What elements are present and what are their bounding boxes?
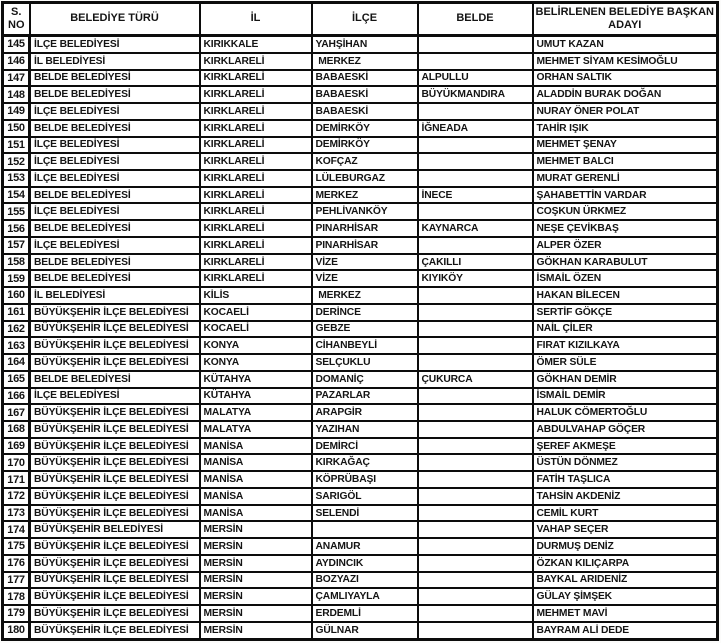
table-row [3,337,718,354]
cell-aday: ŞEREF AKMEŞE [533,438,718,455]
cell-il: MERSİN [200,622,312,640]
cell-il: KOCAELİ [200,304,312,321]
cell-belediye-turu: İLÇE BELEDİYESİ [30,36,200,53]
cell-il: KIRKLARELİ [200,137,312,154]
cell-il: KIRIKKALE [200,36,312,53]
cell-sno: 172 [3,488,30,505]
cell-sno: 150 [3,120,30,137]
table-row [3,388,718,405]
cell-sno: 161 [3,304,30,321]
table-row [3,588,718,605]
cell-belediye-turu: İLÇE BELEDİYESİ [30,203,200,220]
cell-sno: 179 [3,605,30,622]
cell-belde [418,538,533,555]
cell-sno: 162 [3,321,30,338]
cell-sno: 151 [3,137,30,154]
cell-ilce: ANAMUR [312,538,418,555]
cell-il: KIRKLARELİ [200,237,312,254]
cell-aday: FATİH TAŞLICA [533,471,718,488]
table-body [3,36,718,640]
cell-ilce: BABAESKİ [312,70,418,87]
cell-aday: ÖZKAN KILIÇARPA [533,555,718,572]
cell-il: MALATYA [200,404,312,421]
cell-il: KIRKLARELİ [200,53,312,70]
cell-belediye-turu: İLÇE BELEDİYESİ [30,153,200,170]
cell-ilce: DOMANİÇ [312,371,418,388]
cell-il: KIRKLARELİ [200,187,312,204]
table-row [3,354,718,371]
cell-sno: 171 [3,471,30,488]
cell-ilce: VİZE [312,254,418,271]
table-row [3,488,718,505]
cell-il: KIRKLARELİ [200,270,312,287]
cell-belediye-turu: BELDE BELEDİYESİ [30,270,200,287]
cell-belde [418,555,533,572]
cell-ilce: VİZE [312,270,418,287]
cell-ilce: KIRKAĞAÇ [312,454,418,471]
cell-belde [418,53,533,70]
cell-il: MERSİN [200,588,312,605]
cell-sno: 154 [3,187,30,204]
cell-ilce: BOZYAZI [312,572,418,589]
cell-belediye-turu: BÜYÜKŞEHİR İLÇE BELEDİYESİ [30,337,200,354]
cell-belde: BÜYÜKMANDIRA [418,86,533,103]
cell-sno: 168 [3,421,30,438]
cell-belde: İNECE [418,187,533,204]
table-row [3,421,718,438]
cell-ilce: GÜLNAR [312,622,418,640]
cell-belediye-turu: BELDE BELEDİYESİ [30,70,200,87]
cell-aday: MEHMET BALCI [533,153,718,170]
table-row [3,153,718,170]
cell-belediye-turu: İLÇE BELEDİYESİ [30,103,200,120]
cell-ilce: PINARHİSAR [312,220,418,237]
cell-il: MANİSA [200,471,312,488]
cell-belde [418,454,533,471]
cell-aday: ŞAHABETTİN VARDAR [533,187,718,204]
cell-belediye-turu: BÜYÜKŞEHİR İLÇE BELEDİYESİ [30,538,200,555]
cell-sno: 173 [3,505,30,522]
cell-belediye-turu: BÜYÜKŞEHİR İLÇE BELEDİYESİ [30,622,200,640]
cell-aday: NEŞE ÇEVİKBAŞ [533,220,718,237]
cell-aday: TAHİR IŞIK [533,120,718,137]
cell-ilce: DEMİRCİ [312,438,418,455]
cell-belediye-turu: BÜYÜKŞEHİR İLÇE BELEDİYESİ [30,488,200,505]
cell-belediye-turu: BÜYÜKŞEHİR İLÇE BELEDİYESİ [30,572,200,589]
cell-aday: ÖMER SÜLE [533,354,718,371]
cell-belde: ÇAKILLI [418,254,533,271]
table-row [3,622,718,640]
cell-belde [418,36,533,53]
cell-aday: CEMİL KURT [533,505,718,522]
cell-ilce: MERKEZ [312,53,418,70]
cell-aday: GÖKHAN DEMİR [533,371,718,388]
cell-il: MANİSA [200,438,312,455]
cell-belediye-turu: BELDE BELEDİYESİ [30,120,200,137]
cell-belediye-turu: BÜYÜKŞEHİR İLÇE BELEDİYESİ [30,404,200,421]
cell-aday: HALUK CÖMERTOĞLU [533,404,718,421]
cell-sno: 164 [3,354,30,371]
cell-aday: GÖKHAN KARABULUT [533,254,718,271]
table-row [3,220,718,237]
cell-belde [418,153,533,170]
cell-sno: 174 [3,521,30,538]
cell-belediye-turu: BÜYÜKŞEHİR İLÇE BELEDİYESİ [30,588,200,605]
table-row [3,505,718,522]
cell-belde: ALPULLU [418,70,533,87]
cell-sno: 147 [3,70,30,87]
cell-aday: VAHAP SEÇER [533,521,718,538]
cell-belde [418,505,533,522]
cell-sno: 165 [3,371,30,388]
cell-aday: BAYRAM ALİ DEDE [533,622,718,640]
cell-il: MERSİN [200,572,312,589]
cell-belediye-turu: BELDE BELEDİYESİ [30,254,200,271]
cell-aday: DURMUŞ DENİZ [533,538,718,555]
header-cell-aday: BELİRLENEN BELEDİYE BAŞKAN ADAYI [533,3,718,36]
table-header [3,3,718,36]
cell-belediye-turu: BELDE BELEDİYESİ [30,220,200,237]
cell-sno: 155 [3,203,30,220]
table-row [3,304,718,321]
cell-il: KIRKLARELİ [200,120,312,137]
cell-aday: ALADDİN BURAK DOĞAN [533,86,718,103]
table-row [3,254,718,271]
cell-belde [418,471,533,488]
cell-il: KIRKLARELİ [200,254,312,271]
cell-belediye-turu: İLÇE BELEDİYESİ [30,388,200,405]
cell-belediye-turu: BÜYÜKŞEHİR İLÇE BELEDİYESİ [30,454,200,471]
table-row [3,321,718,338]
cell-belde [418,137,533,154]
cell-il: KIRKLARELİ [200,203,312,220]
cell-ilce: ARAPGİR [312,404,418,421]
cell-belediye-turu: İLÇE BELEDİYESİ [30,237,200,254]
cell-belediye-turu: BÜYÜKŞEHİR İLÇE BELEDİYESİ [30,354,200,371]
cell-sno: 163 [3,337,30,354]
cell-il: KIRKLARELİ [200,70,312,87]
cell-belde [418,438,533,455]
cell-aday: ALPER ÖZER [533,237,718,254]
cell-ilce: LÜLEBURGAZ [312,170,418,187]
table-row [3,404,718,421]
cell-belde [418,354,533,371]
cell-belediye-turu: BÜYÜKŞEHİR İLÇE BELEDİYESİ [30,555,200,572]
header-row [3,3,718,36]
cell-ilce: SELENDİ [312,505,418,522]
cell-belde [418,588,533,605]
header-cell-sno: S. NO [3,3,30,36]
table-row [3,521,718,538]
cell-belediye-turu: BÜYÜKŞEHİR İLÇE BELEDİYESİ [30,438,200,455]
cell-il: KIRKLARELİ [200,170,312,187]
cell-ilce: ERDEMLİ [312,605,418,622]
cell-belde [418,237,533,254]
cell-ilce: DEMİRKÖY [312,137,418,154]
cell-belediye-turu: İL BELEDİYESİ [30,53,200,70]
cell-ilce: SARIGÖL [312,488,418,505]
cell-ilce: YAZIHAN [312,421,418,438]
table-row [3,137,718,154]
cell-sno: 169 [3,438,30,455]
cell-ilce: BABAESKİ [312,103,418,120]
cell-aday: COŞKUN ÜRKMEZ [533,203,718,220]
table-row [3,438,718,455]
cell-belediye-turu: BÜYÜKŞEHİR İLÇE BELEDİYESİ [30,321,200,338]
cell-belde: KAYNARCA [418,220,533,237]
cell-il: MERSİN [200,605,312,622]
cell-belde [418,605,533,622]
table-row [3,371,718,388]
table-row [3,454,718,471]
cell-belde [418,622,533,640]
cell-il: KONYA [200,337,312,354]
cell-il: KIRKLARELİ [200,220,312,237]
cell-belde [418,421,533,438]
table-row [3,605,718,622]
cell-ilce: KOFÇAZ [312,153,418,170]
cell-ilce: SELÇUKLU [312,354,418,371]
cell-il: KİLİS [200,287,312,304]
cell-ilce: BABAESKİ [312,86,418,103]
cell-sno: 152 [3,153,30,170]
table-row [3,471,718,488]
header-cell-belde: BELDE [418,3,533,36]
cell-sno: 167 [3,404,30,421]
cell-aday: MEHMET SİYAM KESİMOĞLU [533,53,718,70]
cell-aday: TAHSİN AKDENİZ [533,488,718,505]
cell-belediye-turu: İLÇE BELEDİYESİ [30,137,200,154]
table-row [3,203,718,220]
candidate-list-sheet [1,1,719,641]
cell-il: MANİSA [200,454,312,471]
cell-ilce: CİHANBEYLİ [312,337,418,354]
cell-il: KOCAELİ [200,321,312,338]
cell-belde [418,404,533,421]
cell-belediye-turu: İL BELEDİYESİ [30,287,200,304]
cell-sno: 153 [3,170,30,187]
cell-ilce: KÖPRÜBAŞI [312,471,418,488]
cell-sno: 158 [3,254,30,271]
table-row [3,70,718,87]
cell-il: MERSİN [200,538,312,555]
cell-ilce: ÇAMLIYAYLA [312,588,418,605]
cell-aday: UMUT KAZAN [533,36,718,53]
table-row [3,287,718,304]
cell-aday: ÜSTÜN DÖNMEZ [533,454,718,471]
cell-sno: 170 [3,454,30,471]
cell-belde [418,521,533,538]
cell-aday: MURAT GERENLİ [533,170,718,187]
cell-ilce: MERKEZ [312,187,418,204]
cell-ilce: PEHLİVANKÖY [312,203,418,220]
cell-belde [418,287,533,304]
table-row [3,538,718,555]
cell-il: KIRKLARELİ [200,86,312,103]
cell-belediye-turu: BELDE BELEDİYESİ [30,86,200,103]
cell-aday: ORHAN SALTIK [533,70,718,87]
cell-sno: 156 [3,220,30,237]
cell-sno: 178 [3,588,30,605]
cell-belediye-turu: İLÇE BELEDİYESİ [30,170,200,187]
table-row [3,555,718,572]
cell-il: KIRKLARELİ [200,153,312,170]
cell-il: KONYA [200,354,312,371]
candidates-table [1,1,719,641]
cell-belediye-turu: BELDE BELEDİYESİ [30,371,200,388]
table-row [3,103,718,120]
cell-aday: NAİL ÇİLER [533,321,718,338]
cell-sno: 177 [3,572,30,589]
cell-sno: 146 [3,53,30,70]
cell-il: KÜTAHYA [200,388,312,405]
cell-ilce: YAHŞİHAN [312,36,418,53]
cell-aday: İSMAİL ÖZEN [533,270,718,287]
header-cell-il: İL [200,3,312,36]
cell-ilce: GEBZE [312,321,418,338]
cell-sno: 176 [3,555,30,572]
cell-aday: HAKAN BİLECEN [533,287,718,304]
cell-il: MANİSA [200,505,312,522]
cell-sno: 148 [3,86,30,103]
cell-sno: 160 [3,287,30,304]
cell-belde: İĞNEADA [418,120,533,137]
cell-aday: BAYKAL ARIDENİZ [533,572,718,589]
table-row [3,572,718,589]
cell-belde [418,304,533,321]
table-row [3,86,718,103]
cell-ilce: AYDINCIK [312,555,418,572]
cell-belediye-turu: BÜYÜKŞEHİR İLÇE BELEDİYESİ [30,505,200,522]
cell-belediye-turu: BÜYÜKŞEHİR BELEDİYESİ [30,521,200,538]
cell-il: MALATYA [200,421,312,438]
cell-aday: ABDULVAHAP GÖÇER [533,421,718,438]
cell-aday: SERTİF GÖKÇE [533,304,718,321]
header-cell-belediye-turu: BELEDİYE TÜRÜ [30,3,200,36]
cell-belde: KIYIKÖY [418,270,533,287]
cell-sno: 149 [3,103,30,120]
cell-il: KIRKLARELİ [200,103,312,120]
table-row [3,187,718,204]
cell-ilce: PINARHİSAR [312,237,418,254]
cell-aday: NURAY ÖNER POLAT [533,103,718,120]
cell-ilce: MERKEZ [312,287,418,304]
cell-il: KÜTAHYA [200,371,312,388]
cell-ilce: PAZARLAR [312,388,418,405]
cell-belediye-turu: BÜYÜKŞEHİR İLÇE BELEDİYESİ [30,605,200,622]
cell-belde: ÇUKURCA [418,371,533,388]
table-row [3,53,718,70]
cell-aday: FIRAT KIZILKAYA [533,337,718,354]
cell-ilce: DERİNCE [312,304,418,321]
cell-belediye-turu: BÜYÜKŞEHİR İLÇE BELEDİYESİ [30,421,200,438]
cell-sno: 145 [3,36,30,53]
cell-sno: 166 [3,388,30,405]
cell-aday: MEHMET MAVİ [533,605,718,622]
cell-sno: 175 [3,538,30,555]
cell-ilce [312,521,418,538]
cell-il: MANİSA [200,488,312,505]
table-row [3,170,718,187]
cell-belde [418,203,533,220]
cell-sno: 159 [3,270,30,287]
cell-aday: İSMAİL DEMİR [533,388,718,405]
cell-belediye-turu: BÜYÜKŞEHİR İLÇE BELEDİYESİ [30,304,200,321]
cell-il: MERSİN [200,521,312,538]
cell-aday: GÜLAY ŞİMŞEK [533,588,718,605]
cell-belde [418,572,533,589]
header-cell-ilce: İLÇE [312,3,418,36]
table-row [3,237,718,254]
cell-ilce: DEMİRKÖY [312,120,418,137]
cell-sno: 157 [3,237,30,254]
cell-belediye-turu: BÜYÜKŞEHİR İLÇE BELEDİYESİ [30,471,200,488]
cell-il: MERSİN [200,555,312,572]
cell-belediye-turu: BELDE BELEDİYESİ [30,187,200,204]
cell-belde [418,170,533,187]
cell-belde [418,388,533,405]
table-row [3,36,718,53]
cell-belde [418,488,533,505]
table-row [3,270,718,287]
cell-aday: MEHMET ŞENAY [533,137,718,154]
cell-belde [418,103,533,120]
cell-belde [418,321,533,338]
cell-sno: 180 [3,622,30,640]
table-row [3,120,718,137]
cell-belde [418,337,533,354]
